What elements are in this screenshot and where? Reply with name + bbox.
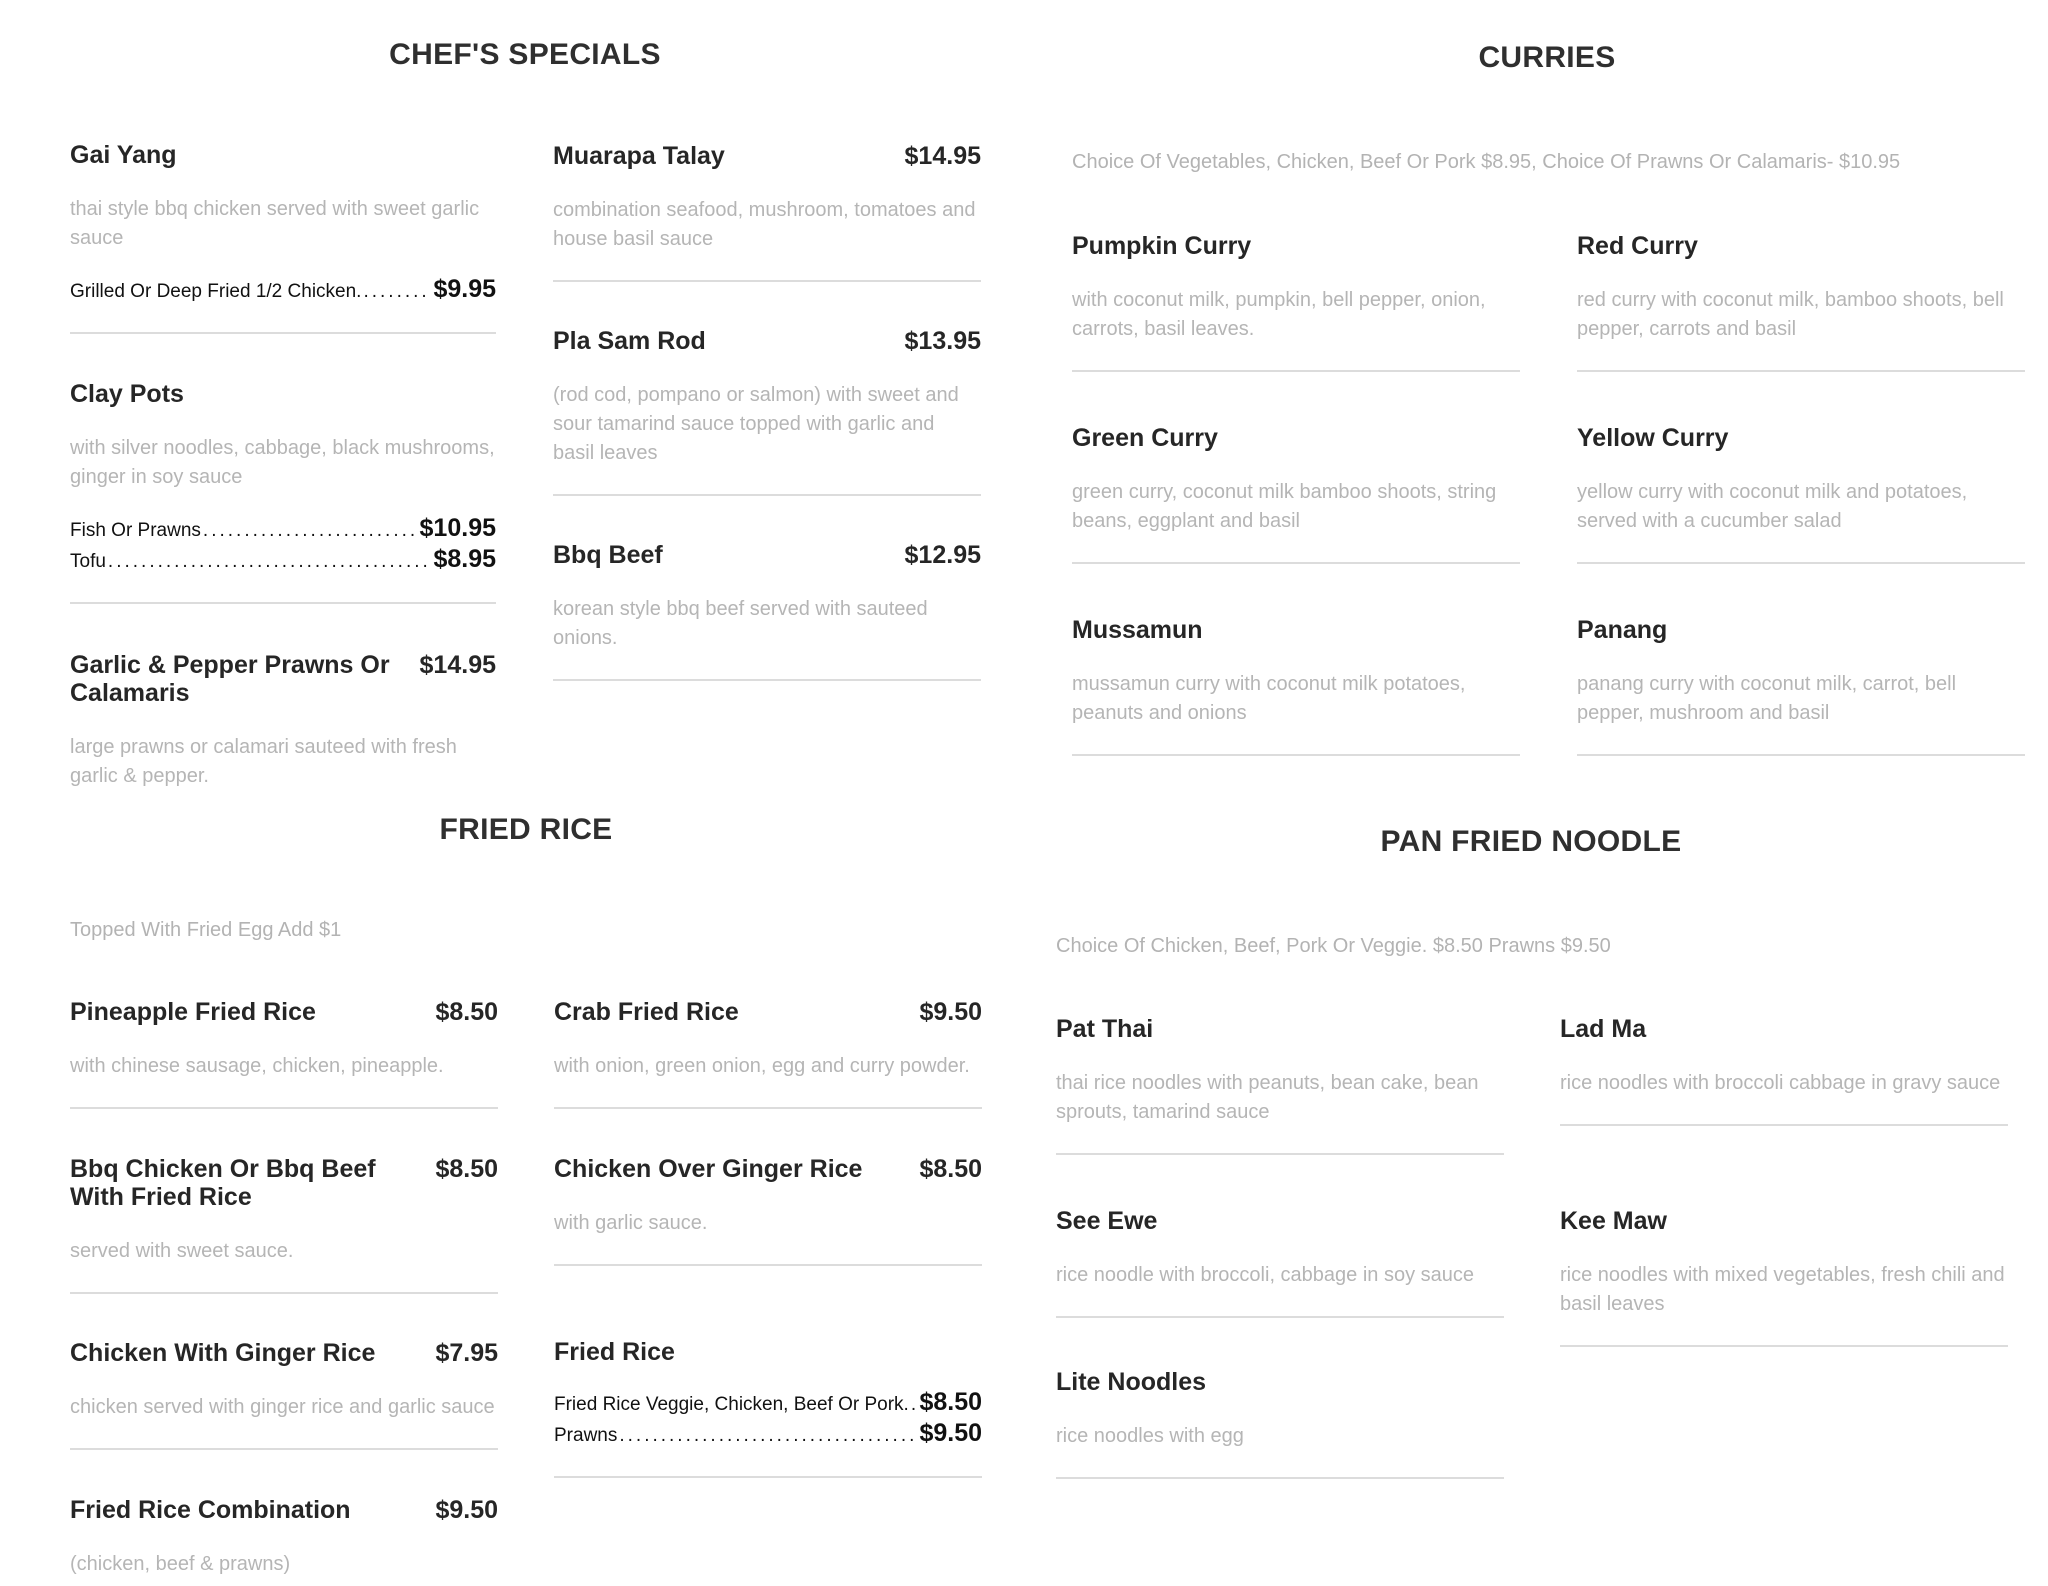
menu-item-panang (1577, 616, 2025, 756)
divider (70, 602, 496, 604)
menu-item-fried-rice-combination (70, 1496, 498, 1579)
curries-note: Choice Of Vegetables, Chicken, Beef Or Pork $8.95, Choice Of Prawns Or Calamaris- $10.95 (1072, 151, 1901, 173)
menu-item-bbq-chicken-fried-rice (70, 1155, 498, 1294)
item-name: Lad Ma (1560, 1015, 1647, 1043)
item-description: chicken served with ginger rice and garlic sauce (70, 1396, 495, 1418)
menu-item-crab-fried-rice (554, 998, 982, 1109)
menu-item-mussamun (1072, 616, 1520, 756)
price-option (70, 275, 496, 306)
fried-rice-note: Topped With Fried Egg Add $1 (70, 919, 342, 941)
item-price: $14.95 (904, 142, 981, 170)
item-description: mussamun curry with coconut milk potatoes, peanuts and onions (1072, 673, 1466, 724)
divider (1577, 370, 2025, 372)
dot-leader (203, 516, 418, 545)
item-price: $8.50 (435, 998, 498, 1026)
item-name: Chicken With Ginger Rice (70, 1339, 376, 1367)
menu-item-gai-yang (70, 141, 496, 334)
menu-item-red-curry (1577, 232, 2025, 372)
menu-item-green-curry (1072, 424, 1520, 564)
item-description: red curry with coconut milk, bamboo shoots, bell pepper, carrots and basil (1577, 289, 2004, 340)
option-price: $8.95 (433, 545, 496, 573)
menu-item-pat-thai (1056, 1015, 1504, 1155)
item-price: $9.50 (919, 998, 982, 1026)
item-description: panang curry with coconut milk, carrot, bell pepper, mushroom and basil (1577, 673, 1957, 724)
item-name: Green Curry (1072, 424, 1218, 452)
item-description: rice noodles with egg (1056, 1425, 1244, 1447)
menu-item-see-ewe (1056, 1207, 1504, 1318)
menu-item-bbq-beef (553, 541, 981, 681)
item-description: combination seafood, mushroom, tomatoes and house basil sauce (553, 199, 976, 250)
item-description: with silver noodles, cabbage, black mushrooms, ginger in soy sauce (70, 437, 495, 488)
pan-fried-noodle-title: PAN FRIED NOODLE (1380, 825, 1682, 858)
item-name: Fried Rice Combination (70, 1496, 351, 1524)
menu-item-kee-maw (1560, 1207, 2008, 1347)
item-name: Crab Fried Rice (554, 998, 739, 1026)
item-name: Mussamun (1072, 616, 1203, 644)
dot-leader (911, 1390, 918, 1419)
divider (1577, 562, 2025, 564)
item-description: with coconut milk, pumpkin, bell pepper, onion, carrots, basil leaves. (1072, 289, 1486, 340)
item-price: $7.95 (435, 1339, 498, 1367)
item-name: Chicken Over Ginger Rice (554, 1155, 863, 1183)
item-description: with onion, green onion, egg and curry powder. (554, 1055, 970, 1077)
item-name: Red Curry (1577, 232, 1698, 260)
item-name: Pla Sam Rod (553, 327, 706, 355)
divider (1056, 1316, 1504, 1318)
price-option (554, 1419, 982, 1450)
item-description: green curry, coconut milk bamboo shoots, string beans, eggplant and basil (1072, 481, 1497, 532)
item-price: $14.95 (419, 651, 496, 679)
item-name: Pumpkin Curry (1072, 232, 1252, 260)
option-label: Fish Or Prawns (70, 520, 201, 541)
price-option (70, 545, 496, 576)
item-description: (chicken, beef & prawns) (70, 1553, 291, 1575)
option-price: $8.50 (919, 1388, 982, 1416)
item-name: See Ewe (1056, 1207, 1158, 1235)
item-price: $13.95 (904, 327, 981, 355)
menu-item-yellow-curry (1577, 424, 2025, 564)
divider (553, 494, 981, 496)
item-name: Muarapa Talay (553, 142, 725, 170)
option-price: $9.50 (919, 1419, 982, 1447)
item-description: rice noodles with mixed vegetables, fresh chili and basil leaves (1560, 1264, 2005, 1315)
option-label: Tofu (70, 551, 106, 572)
menu-item-clay-pots (70, 380, 496, 604)
item-name: Garlic & Pepper Prawns Or Calamaris (70, 651, 390, 707)
fried-rice-title: FRIED RICE (439, 813, 613, 846)
item-description: yellow curry with coconut milk and potatoes, served with a cucumber salad (1577, 481, 1968, 532)
divider (1577, 754, 2025, 756)
menu-item-lad-ma (1560, 1015, 2008, 1126)
divider (1560, 1124, 2008, 1126)
item-name: Panang (1577, 616, 1668, 644)
item-price: $8.50 (919, 1155, 982, 1183)
item-price: $9.50 (435, 1496, 498, 1524)
dot-leader (619, 1421, 917, 1450)
item-description: rice noodles with broccoli cabbage in gravy sauce (1560, 1072, 2001, 1094)
item-description: served with sweet sauce. (70, 1240, 294, 1262)
menu-item-lite-noodles (1056, 1368, 1504, 1479)
menu-item-pumpkin-curry (1072, 232, 1520, 372)
item-name: Lite Noodles (1056, 1368, 1207, 1396)
divider (1072, 370, 1520, 372)
divider (1072, 754, 1520, 756)
pan-fried-noodle-note: Choice Of Chicken, Beef, Pork Or Veggie. $8.50 Prawns $9.50 (1056, 935, 1611, 957)
item-description: (rod cod, pompano or salmon) with sweet and sour tamarind sauce topped with garlic and basil leaves (553, 384, 959, 464)
item-name: Bbq Beef (553, 541, 663, 569)
divider (1560, 1345, 2008, 1347)
item-description: large prawns or calamari sauteed with fresh garlic & pepper. (70, 736, 457, 787)
divider (1072, 562, 1520, 564)
divider (1056, 1477, 1504, 1479)
divider (553, 679, 981, 681)
item-name: Clay Pots (70, 380, 184, 408)
divider (554, 1476, 982, 1478)
item-price: $12.95 (904, 541, 981, 569)
item-description: rice noodle with broccoli, cabbage in soy sauce (1056, 1264, 1475, 1286)
divider (70, 1292, 498, 1294)
item-description: thai rice noodles with peanuts, bean cake, bean sprouts, tamarind sauce (1056, 1072, 1479, 1123)
item-name: Gai Yang (70, 141, 177, 169)
item-description: thai style bbq chicken served with sweet garlic sauce (70, 198, 480, 249)
price-option (554, 1388, 982, 1419)
option-price: $10.95 (419, 514, 496, 542)
divider (554, 1107, 982, 1109)
divider (554, 1264, 982, 1266)
item-name: Pat Thai (1056, 1015, 1154, 1043)
item-name: Bbq Chicken Or Bbq Beef With Fried Rice (70, 1155, 376, 1211)
item-name: Pineapple Fried Rice (70, 998, 316, 1026)
option-label: Fried Rice Veggie, Chicken, Beef Or Pork. (554, 1394, 909, 1415)
menu-item-garlic-pepper-prawns (70, 651, 496, 791)
chefs-specials-title: CHEF'S SPECIALS (389, 38, 661, 71)
menu-item-pineapple-fried-rice (70, 998, 498, 1109)
option-label: Prawns (554, 1425, 618, 1446)
item-description: with chinese sausage, chicken, pineapple. (70, 1055, 444, 1077)
item-name: Yellow Curry (1577, 424, 1729, 452)
divider (70, 332, 496, 334)
divider (70, 1448, 498, 1450)
curries-title: CURRIES (1478, 41, 1616, 74)
item-name: Kee Maw (1560, 1207, 1667, 1235)
menu-item-pla-sam-rod (553, 327, 981, 496)
menu-item-chicken-ginger-rice (70, 1339, 498, 1450)
item-description: with garlic sauce. (554, 1212, 708, 1234)
dot-leader (108, 547, 432, 576)
item-price: $8.50 (435, 1155, 498, 1183)
menu-item-muarapa-talay (553, 142, 981, 282)
option-price: $9.95 (433, 275, 496, 303)
price-option (70, 514, 496, 545)
item-description: korean style bbq beef served with sauteed onions. (553, 598, 928, 649)
item-name: Fried Rice (554, 1338, 675, 1366)
menu-item-chicken-over-ginger-rice (554, 1155, 982, 1266)
divider (1056, 1153, 1504, 1155)
dot-leader (363, 277, 431, 306)
menu-item-fried-rice (554, 1338, 982, 1478)
divider (553, 280, 981, 282)
divider (70, 1107, 498, 1109)
option-label: Grilled Or Deep Fried 1/2 Chicken. (70, 281, 362, 302)
